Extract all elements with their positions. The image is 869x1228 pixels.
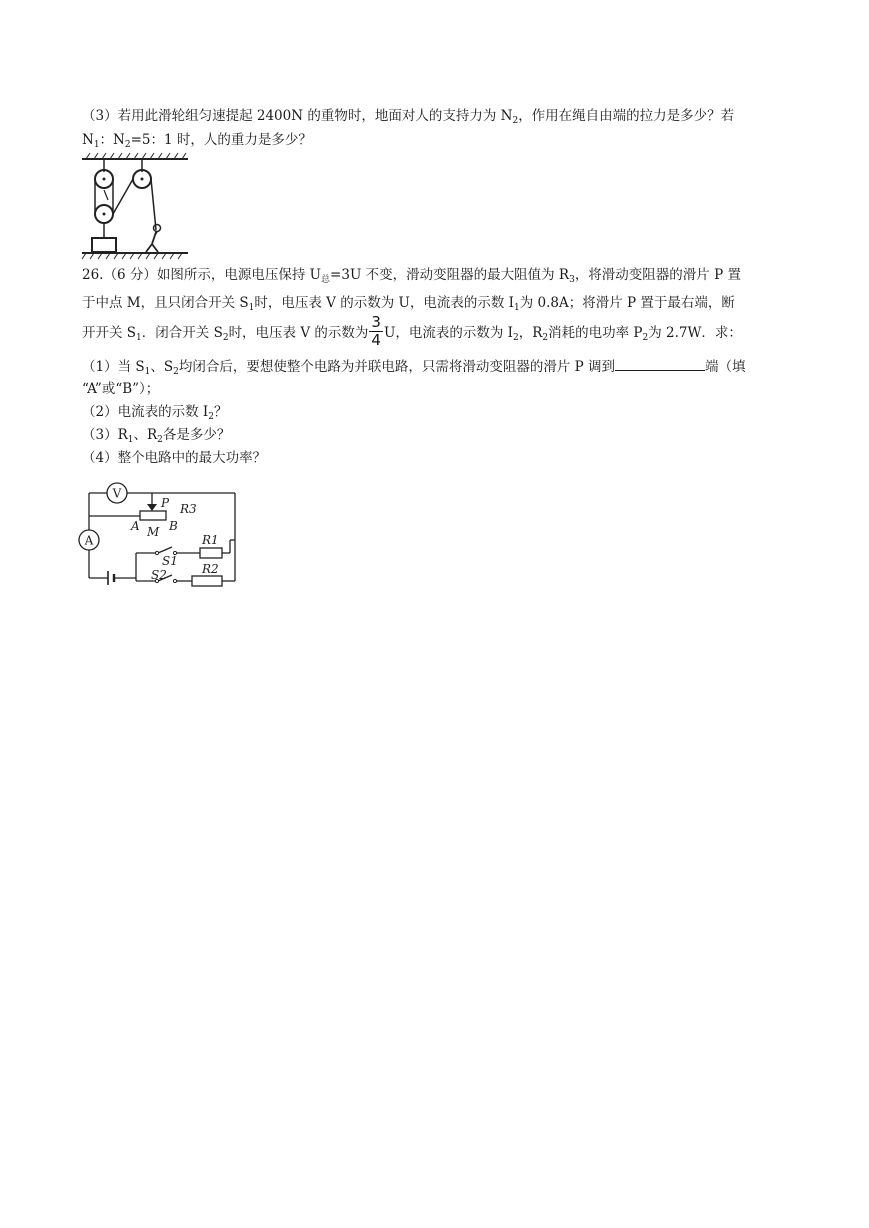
svg-text:R3: R3 <box>180 502 197 516</box>
svg-text:A: A <box>84 533 94 548</box>
q26-part4: （4）整个电路中的最大功率？ <box>82 450 267 466</box>
fraction-three-quarters: $\frac{3}{4}$ <box>371 313 381 349</box>
q26-part1-line2: “A”或“B”）； <box>82 381 160 397</box>
q26-line1: 26.（6 分）如图所示，电源电压保持 $U_总=3U$ 不变，滑动变阻器的最大阻值为 $R_3$，将滑动变阻器的滑片 P 置 <box>82 267 741 285</box>
circuit-diagram <box>76 480 242 596</box>
q26-part1-line1: （1）当 $S_1$、$S_2$均闭合后，要想使整个电路为并联电路，只需将滑动变阻器的滑片 P 调到 端（填 <box>82 359 746 377</box>
svg-text:P: P <box>161 496 170 510</box>
svg-text:R1: R1 <box>202 533 219 547</box>
svg-text:S1: S1 <box>162 554 178 568</box>
q26-part3: $(3)R_1$、$R_2$各是多少？ <box>82 427 231 445</box>
svg-text:R2: R2 <box>202 562 219 576</box>
q26-line2: 于中点 M，且只闭合开关 $S_1$时，电压表 V 的示数为 U，电流表的示数 $I_1$为 0.8A；将滑片 P 置于最右端，断 <box>82 295 735 313</box>
q25-part3-line1: （3）若用此滑轮组匀速提起 2400N 的重物时，地面对人的支持力为 $N_2$，作用在绳自由端的拉力是多少？若 <box>82 108 735 126</box>
svg-text:A: A <box>131 519 140 533</box>
svg-text:V: V <box>112 486 122 501</box>
pulley-figure <box>80 152 192 260</box>
q26-line3: 开开关 $S_1$．闭合开关 $S_2$时，电压表 V 的示数为 $\frac{3}{4}$ U，电流表的示数为 $I_2$，$R_2$消耗的电功率 $P_2$为 2.7W．求： <box>82 313 742 349</box>
q25-part3-line2: $N_1$：$N_2=5$：1 时，人的重力是多少？ <box>82 132 312 150</box>
answer-blank[interactable] <box>615 357 705 371</box>
svg-text:M: M <box>147 525 160 539</box>
svg-text:S2: S2 <box>151 568 167 582</box>
q26-part2: （2）电流表的示数 $I_2$？ <box>82 404 228 422</box>
svg-text:B: B <box>169 519 178 533</box>
